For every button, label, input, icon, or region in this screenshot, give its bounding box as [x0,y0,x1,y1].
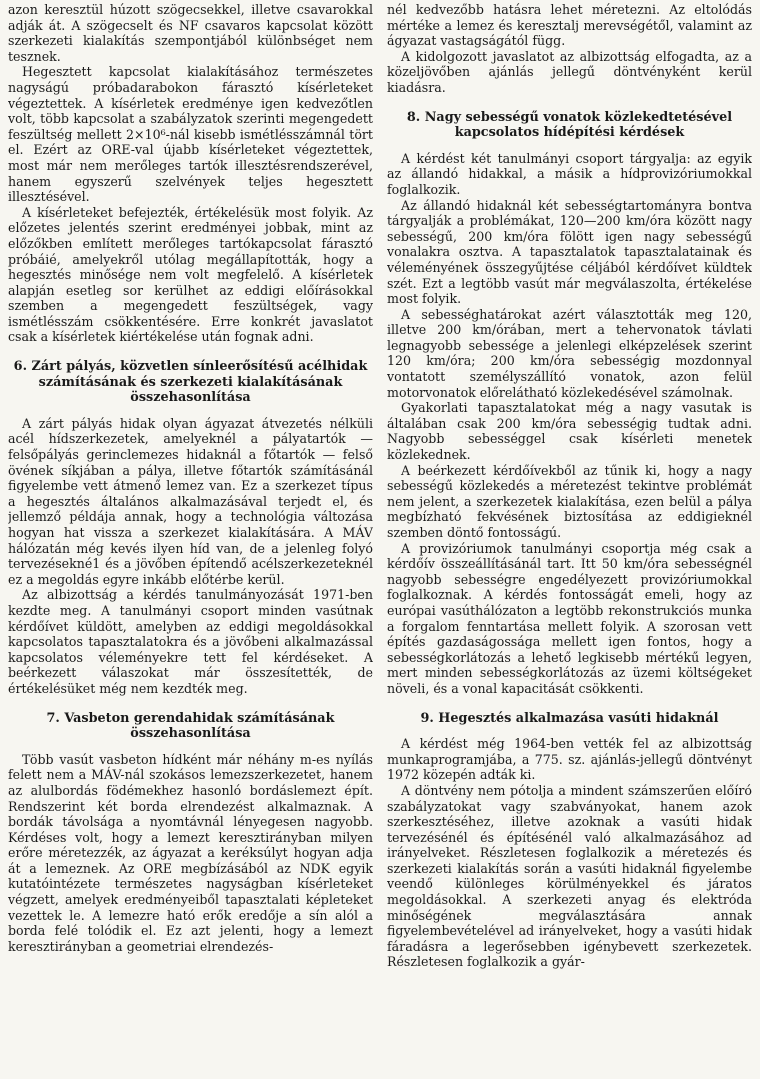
paragraph: Az albizottság a kérdés tanulmányozását 1971-ben kezdte meg. A tanulmányi csoport minden vasútnak kérdőívet küldött, amelyben az eddigi megoldásokkal kapcsolatos tapasztalatokra és a jövőbeni alkalmazással kapcsolatos véleményekre tett fel kérdéseket. A beérkezett válaszokat már összesítették, de értékelésüket még nem kezdték meg. [8,587,373,696]
right-column [387,2,752,1079]
paragraph: A kérdést két tanulmányi csoport tárgyalja: az egyik az állandó hidakkal, a másik a hídprovizóriumokkal foglalkozik. [387,150,752,197]
paragraph: A beérkezett kérdőívekből az tűnik ki, hogy a nagy sebességű közlekedés a méretezést tekintve problémát nem jelent, a szerkezetek kialakítása, ezen belül a pálya megbízható fekvésének biztosítása az eddigieknél szemben döntő fontosságú. [387,462,752,540]
paragraph: Több vasút vasbeton hídként már néhány m-es nyílás felett nem a MÁV-nál szokásos lemezszerkezetet, hanem az alulbordás födémekhez hasonló bordáslemezt épít. Rendszerint két borda elrendezést alkalmaznak. A bordák távolsága a nyomtávnál lényegesen nagyobb. Kérdéses volt, hogy a lemezt keresztirányban milyen erőre méretezzék, az ágyazat a keréksúlyt hogyan adja át a lemeznek. Az ORE megbízásából az NDK egyik kutatóintézete természetes nagyságban kísérleteket végzett, amelyek eredményeiből tapasztalati képleteket vezettek le. A lemezre ható erők eredője a sín alól a borda felé tolódik el. Ez azt jelenti, hogy a lemezt keresztirányban a geometriai elrendezés- [8,751,373,954]
paragraph: Az állandó hidaknál két sebességtartományra bontva tárgyalják a problémákat, 120—200 km/óra között nagy sebességű, 200 km/óra fölött igen nagy sebességű vonalakra osztva. A tapasztalatok tapasztalatainak és véleményének összegyűjtése céljából kérdőívet küldtek szét. Ezt a legtöbb vasút már megválaszolta, értékelése most folyik. [387,197,752,307]
paragraph: A sebességhatárokat azért választották meg 120, illetve 200 km/órában, mert a tehervonatok távlati legnagyobb sebessége a jelenlegi elképzelések szerint 120 km/óra; 200 km/óra sebességig mozdonnyal vontatott személyszállító vonatok, azon felül motorvonatok előrelátható közlekedésével számolnak. [387,306,752,400]
paragraph: A döntvény nem pótolja a mindent számszerűen előíró szabályzatokat vagy szabványokat, hanem azok szerkesztéséhez, illetve azoknak a vasúti hidak tervezésénél és építésénél való alkalmazásához ad irányelveket. Részletesen foglalkozik a méretezés és szerkezeti kialakítás során a vasúti hidaknál figyelembe veendő különleges körülményekkel és járatos megoldásokkal. A szerkezeti anyag és elektróda minőségének megválasztására annak figyelembevételével ad irányelveket, hogy a vasúti hidak fáradásra a legerősebben igénybevett szerkezetek. Részletesen foglalkozik a gyár- [387,782,752,970]
paragraph: Gyakorlati tapasztalatokat még a nagy vasutak is általában csak 200 km/óra sebességig tudtak adni. Nagyobb sebességgel csak kísérleti menetek közlekednek. [387,400,752,463]
section-heading-6: 6. Zárt pályás, közvetlen sínleerősítésű acélhidak számításának és szerkezeti kialakításának összehasonlítása [13,359,368,406]
section-heading-7: 7. Vasbeton gerendahidak számításának összehasonlítása [46,710,335,742]
left-column [8,2,373,1079]
paragraph: A kidolgozott javaslatot az albizottság elfogadta, az a közeljövőben ajánlás jellegű döntvényként kerül kiadásra. [387,48,752,95]
paragraph: Hegesztett kapcsolat kialakításához természetes nagyságú próbadarabokon fárasztó kísérleteket végeztettek. A kísérletek eredménye igen kedvezőtlen volt, több kapcsolat a szabályzatok szerinti megengedett feszültség mellett 2×10⁶-nál kisebb ismétlésszámnál tört el. Ezért az ORE-val újabb kísérleteket végeztettek, most már nem merőleges tartók illesztésrendszerével, hanem egyszerű szelvények teljes hegesztett illesztésével. [8,64,373,205]
paragraph: azon keresztül húzott szögecsekkel, illetve csavarokkal adják át. A szögecselt és NF csavaros kapcsolat között szerkezeti kialakítás szempontjából különbséget nem tesznek. [8,2,373,64]
section-heading-9: 9. Hegesztés alkalmazása vasúti hidaknál [420,710,719,726]
paragraph: A kérdést még 1964-ben vették fel az albizottság munkaprogramjába, a 775. sz. ajánlás-jellegű döntvényt 1972 közepén adták ki. [387,736,752,783]
paragraph: nél kedvezőbb hatásra lehet méretezni. Az eltolódás mértéke a lemez és keresztalj merevségétől, valamint az ágyazat vastagságától függ. [387,2,752,49]
paragraph: A provizóriumok tanulmányi csoportja még csak a kérdőív összeállításánál tart. Itt 50 km/óra sebességnél nagyobb sebességre engedélyezett provizóriumokkal foglalkoznak. A kérdés fontosságát emeli, hogy az európai vasúthálózaton a legtöbb rekonstrukciós munka a forgalom fenntartása mellett folyik. A szorosan vett építés gazdaságossága mellett igen fontos, hogy a sebességkorlátozás a lehető legkisebb mértékű legyen, mert minden sebességkorlátozás az üzemi költségeket növeli, és a vonal kapacitását csökkenti. [387,540,752,696]
paragraph: A zárt pályás hidak olyan ágyazat átvezetés nélküli acél hídszerkezetek, amelyeknél a pályatartók — felsőpályás gerinclemezes hidaknál a főtartók — felső övének síkjában a pálya, illetve főtartók számításánál figyelembe vett átmenő lemez van. Ez a szerkezet típus a hegesztés általános alkalmazásával terjedt el, és jellemző példája annak, hogy a technológia változása hogyan hat vissza a szerkezet kialakítására. A MÁV hálózatán még kevés ilyen híd van, de a jelenleg folyó tervezésekné1 és a jövőben építendő acélszerkezeteknél ez a megoldás egyre inkább előtérbe kerül. [8,415,373,587]
section-heading-8: 8. Nagy sebességű vonatok közlekedtetésével kapcsolatos hídépítési kérdések [406,109,733,141]
paragraph: A kísérleteket befejezték, értékelésük most folyik. Az előzetes jelentés szerint eredményei jobbak, mint az előzőkben említett merőleges tartókapcsolat fárasztó próbáié, amelyekről utólag megállapították, hogy a hegesztés minősége nem volt megfelelő. A kísérletek alapján esetleg sor kerülhet az eddigi előírásokkal szemben a megengedett feszültségek, vagy ismétlésszám csökkentésére. Erre konkrét javaslatot csak a kísérletek kiértékelése után fognak adni. [8,204,373,345]
